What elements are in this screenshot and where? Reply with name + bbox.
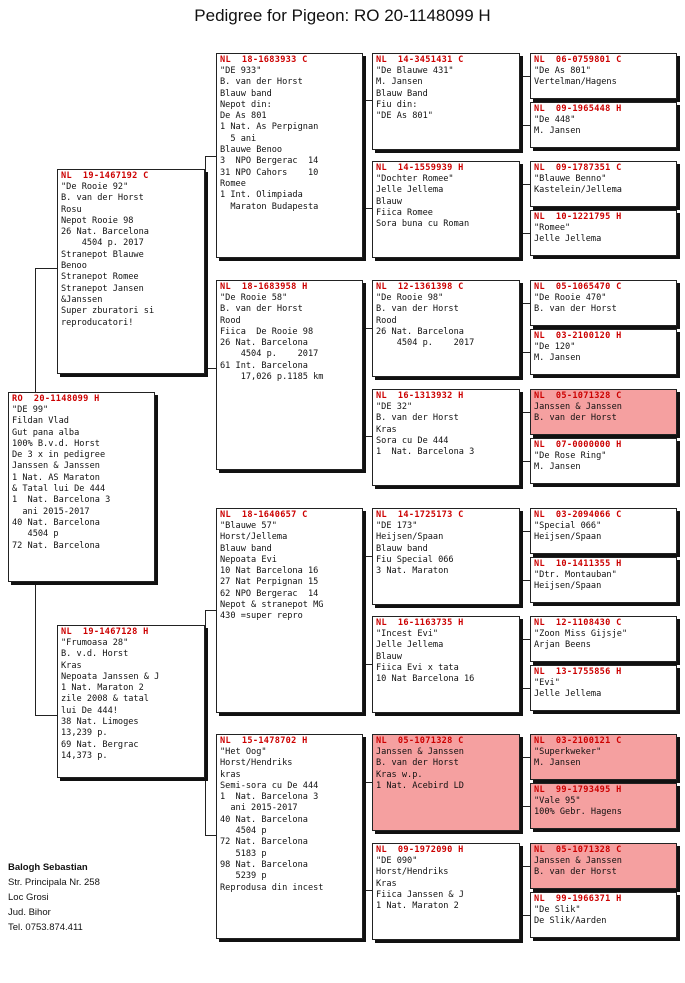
owner-name: Balogh Sebastian — [8, 862, 88, 873]
pigeon-card-sd — [216, 280, 363, 470]
connector-line — [520, 866, 521, 915]
connector-line — [363, 782, 364, 890]
connector-line — [35, 268, 36, 392]
pigeon-info-line: 40 Nat. Barcelona — [12, 517, 100, 528]
pigeon-info-line: 13,239 p. — [61, 728, 108, 739]
pigeon-info-line: Fiu Special 066 — [376, 554, 454, 565]
ring-number: NL 05-1071328 C — [534, 845, 622, 855]
pigeon-info-line: "De Rose Ring" — [534, 451, 607, 461]
pigeon-info-line: 26 Nat. Barcelona — [61, 227, 149, 238]
pigeon-info-line: 61 Int. Barcelona — [220, 360, 308, 371]
pigeon-info-line: 4504 p. 2017 — [61, 238, 144, 249]
pigeon-card-g16 — [530, 892, 677, 938]
pigeon-card-sss — [372, 53, 520, 150]
pigeon-info-line: Heijsen/Spaan — [376, 532, 444, 543]
connector-line — [520, 806, 530, 807]
pigeon-info-line: 1 Nat. Maraton 2 — [61, 683, 144, 694]
pigeon-info-line: "De Rooie 92" — [61, 182, 129, 192]
connector-line — [520, 757, 530, 758]
ring-number: NL 05-1071328 C — [534, 391, 622, 401]
pigeon-info-line: Jelle Jellema — [376, 185, 444, 196]
pigeon-info-line: reproducatori! — [61, 317, 134, 328]
pigeon-info-line: "Evi" — [534, 678, 560, 688]
owner-info — [8, 860, 100, 935]
pigeon-info-line: Sora cu De 444 — [376, 435, 449, 446]
pigeon-info-line: 4504 p. 2017 — [220, 349, 319, 360]
owner-address-line: Loc Grosi — [8, 892, 49, 903]
pigeon-info-line: 100% B.v.d. Horst — [12, 438, 100, 449]
pigeon-info-line: B. van der Horst — [376, 304, 459, 315]
pigeon-info-line: Rood — [376, 315, 397, 326]
ring-number: NL 03-2094066 C — [534, 510, 622, 520]
pigeon-info-line: 100% Gebr. Hagens — [534, 807, 622, 818]
pigeon-info-line: Nepot din: — [220, 99, 272, 110]
pigeon-info-line: "DE 933" — [220, 66, 262, 76]
ring-number: NL 18-1683933 C — [220, 55, 308, 65]
pigeon-info-line: Semi-sora cu De 444 — [220, 780, 319, 791]
pigeon-info-line: Jelle Jellema — [534, 689, 602, 700]
pigeon-card-g9 — [530, 508, 677, 554]
ring-number: NL 99-1966371 H — [534, 894, 622, 904]
pigeon-info-line: 31 NPO Cahors 10 — [220, 167, 319, 178]
ring-number: NL 99-1793495 H — [534, 785, 622, 795]
pigeon-card-ds — [216, 508, 363, 713]
pigeon-info-line: "DE As 801" — [376, 111, 433, 122]
ring-number: RO 20-1148099 H — [12, 394, 100, 404]
connector-line — [520, 915, 530, 916]
pigeon-card-dam — [57, 625, 205, 778]
pigeon-info-line: Blauw band — [376, 543, 428, 554]
connector-line — [520, 303, 521, 352]
pigeon-info-line: 17,026 p.1185 km — [220, 372, 324, 383]
pigeon-info-line: "Dochter Romee" — [376, 174, 454, 184]
pigeon-info-line: Benoo — [61, 261, 87, 272]
ring-number: NL 19-1467128 H — [61, 627, 149, 637]
ring-number: NL 05-1065470 C — [534, 282, 622, 292]
connector-line — [363, 436, 372, 437]
pigeon-info-line: 69 Nat. Bergrac — [61, 739, 139, 750]
pigeon-info-line: "DE 173" — [376, 521, 418, 531]
pigeon-card-g12 — [530, 665, 677, 711]
connector-line — [520, 866, 530, 867]
pigeon-info-line: 5 ani — [220, 133, 257, 144]
pigeon-info-line: 72 Nat. Barcelona — [220, 837, 308, 848]
pigeon-info-line: B. van der Horst — [534, 413, 617, 424]
pigeon-info-line: 27 Nat Perpignan 15 — [220, 577, 319, 588]
pigeon-info-line: Kastelein/Jellema — [534, 185, 622, 196]
pigeon-info-line: 26 Nat. Barcelona — [220, 338, 308, 349]
connector-line — [363, 328, 372, 329]
pigeon-info-line: 10 Nat Barcelona 16 — [376, 674, 475, 685]
connector-line — [520, 303, 530, 304]
pigeon-info-line: 1 Nat. AS Maraton — [12, 472, 100, 483]
pigeon-info-line: 1 Nat. As Perpignan — [220, 122, 319, 133]
pigeon-card-g6 — [530, 329, 677, 375]
pigeon-info-line: Nepot Rooie 98 — [61, 215, 134, 226]
pigeon-info-line: Rood — [220, 315, 241, 326]
pigeon-info-line: Blauwe Benoo — [220, 145, 283, 156]
pigeon-card-dds — [372, 734, 520, 831]
ring-number: NL 03-2100121 C — [534, 736, 622, 746]
ring-number: NL 13-1755856 H — [534, 667, 622, 677]
owner-phone: Tel. 0753.874.411 — [8, 922, 83, 933]
ring-number: NL 03-2100120 H — [534, 331, 622, 341]
pigeon-info-line: 1 Nat. Barcelona 3 — [220, 792, 319, 803]
pigeon-info-line: Horst/Jellema — [220, 532, 288, 543]
pigeon-info-line: 5183 p — [220, 848, 267, 859]
pigeon-card-g11 — [530, 616, 677, 662]
pigeon-card-g1 — [530, 53, 677, 99]
connector-line — [520, 125, 530, 126]
pigeon-card-dd — [216, 734, 363, 939]
pigeon-info-line: 430 =super repro — [220, 611, 303, 622]
connector-line — [35, 715, 57, 716]
pigeon-info-line: Nepoata Evi — [220, 554, 277, 565]
ring-number: NL 12-1108430 C — [534, 618, 622, 628]
pigeon-card-dss — [372, 508, 520, 605]
pigeon-info-line: &Janssen — [61, 294, 103, 305]
pigeon-info-line: B. van der Horst — [220, 304, 303, 315]
connector-line — [520, 184, 521, 233]
pigeon-info-line: "Frumoasa 28" — [61, 638, 129, 648]
pigeon-info-line: Nepot & stranepot MG — [220, 600, 324, 611]
pigeon-info-line: Kras w.p. — [376, 769, 423, 780]
pigeon-info-line: Kras — [376, 424, 397, 435]
connector-line — [520, 580, 530, 581]
connector-line — [363, 208, 372, 209]
pigeon-info-line: "Vale 95" — [534, 796, 581, 806]
connector-line — [205, 156, 216, 157]
connector-line — [520, 76, 530, 77]
pigeon-info-line: Heijsen/Spaan — [534, 532, 602, 543]
pigeon-info-line: kras — [220, 769, 241, 780]
ring-number: NL 07-0000000 H — [534, 440, 622, 450]
pigeon-info-line: "De Rooie 470" — [534, 293, 607, 303]
pigeon-info-line: B. van der Horst — [376, 758, 459, 769]
ring-number: NL 10-1221795 H — [534, 212, 622, 222]
pigeon-info-line: Blauw — [376, 196, 402, 207]
pigeon-info-line: Reprodusa din incest — [220, 882, 324, 893]
pigeon-info-line: "De As 801" — [534, 66, 591, 76]
pigeon-info-line: 26 Nat. Barcelona — [376, 326, 464, 337]
ring-number: NL 09-1787351 C — [534, 163, 622, 173]
pigeon-info-line: "Blauwe Benno" — [534, 174, 607, 184]
pigeon-info-line: "Incest Evi" — [376, 629, 439, 639]
pigeon-info-line: M. Jansen — [534, 462, 581, 473]
pigeon-info-line: 10 Nat Barcelona 16 — [220, 566, 319, 577]
pigeon-card-subject — [8, 392, 155, 582]
pigeon-info-line: Janssen & Janssen — [534, 856, 622, 866]
pigeon-info-line: ani 2015-2017 — [220, 803, 298, 814]
pigeon-info-line: Blauw band — [220, 88, 272, 99]
connector-line — [520, 688, 530, 689]
pigeon-info-line: M. Jansen — [534, 353, 581, 364]
pigeon-card-g10 — [530, 557, 677, 603]
pigeon-info-line: B. van der Horst — [220, 77, 303, 88]
pigeon-card-ssd — [372, 161, 520, 258]
ring-number: NL 15-1478702 H — [220, 736, 308, 746]
ring-number: NL 16-1163735 H — [376, 618, 464, 628]
connector-line — [520, 352, 530, 353]
connector-line — [363, 890, 372, 891]
pigeon-info-line: zile 2008 & tatal — [61, 694, 149, 705]
pigeon-info-line: "DE 090" — [376, 856, 418, 866]
ring-number: NL 09-1965448 H — [534, 104, 622, 114]
pigeon-info-line: "DE 32" — [376, 402, 413, 412]
pigeon-info-line: Super zburatori si — [61, 306, 155, 317]
pigeon-info-line: Blauw band — [220, 543, 272, 554]
pigeon-info-line: Janssen & Janssen — [12, 461, 100, 472]
pigeon-info-line: Nepoata Janssen & J — [61, 671, 160, 682]
pigeon-info-line: De As 801 — [220, 111, 267, 122]
pigeon-info-line: B. van der Horst — [376, 413, 459, 424]
pigeon-info-line: 72 Nat. Barcelona — [12, 540, 100, 551]
connector-line — [520, 531, 530, 532]
pigeon-info-line: "De 448" — [534, 115, 576, 125]
pigeon-info-line: Horst/Hendriks — [376, 867, 449, 878]
pigeon-info-line: 1 Nat. Barcelona 3 — [12, 495, 111, 506]
pigeon-card-g13 — [530, 734, 677, 780]
connector-line — [520, 412, 521, 461]
pigeon-info-line: De Slik/Aarden — [534, 916, 607, 927]
pigeon-info-line: Blauw Band — [376, 88, 428, 99]
owner-address-line: Jud. Bihor — [8, 907, 51, 918]
ring-number: NL 12-1361398 C — [376, 282, 464, 292]
pigeon-info-line: 38 Nat. Limoges — [61, 717, 139, 728]
connector-line — [363, 782, 372, 783]
pigeon-info-line: Fiica Janssen & J — [376, 889, 464, 900]
pigeon-info-line: B. v.d. Horst — [61, 649, 129, 660]
pigeon-info-line: Kras — [376, 878, 397, 889]
connector-line — [520, 233, 530, 234]
pigeon-info-line: ani 2015-2017 — [12, 506, 90, 517]
pigeon-card-ddd — [372, 843, 520, 940]
pigeon-info-line: 14,373 p. — [61, 750, 108, 761]
pigeon-info-line: B. van der Horst — [61, 193, 144, 204]
pigeon-info-line: 40 Nat. Barcelona — [220, 814, 308, 825]
pigeon-info-line: Fildan Vlad — [12, 416, 69, 427]
pigeon-info-line: 98 Nat. Barcelona — [220, 859, 308, 870]
pigeon-info-line: Janssen & Janssen — [376, 747, 464, 757]
ring-number: NL 14-3451431 C — [376, 55, 464, 65]
pigeon-card-g7 — [530, 389, 677, 435]
connector-line — [205, 156, 206, 368]
connector-line — [363, 556, 372, 557]
pigeon-info-line: 4504 p — [12, 529, 59, 540]
pigeon-info-line: Rosu — [61, 204, 82, 215]
pigeon-info-line: M. Jansen — [534, 126, 581, 137]
ring-number: NL 14-1725173 C — [376, 510, 464, 520]
pigeon-info-line: & Tatal lui De 444 — [12, 484, 106, 495]
connector-line — [205, 610, 216, 611]
pigeon-info-line: "Dtr. Montauban" — [534, 570, 617, 580]
pigeon-info-line: M. Jansen — [534, 758, 581, 769]
pigeon-info-line: Jelle Jellema — [376, 640, 444, 651]
pigeon-info-line: 1 Nat. Maraton 2 — [376, 901, 459, 912]
ring-number: NL 16-1313932 H — [376, 391, 464, 401]
pigeon-info-line: 4504 p. 2017 — [376, 338, 475, 349]
pigeon-card-g2 — [530, 102, 677, 148]
pigeon-info-line: De 3 x in pedigree — [12, 450, 106, 461]
pigeon-info-line: "DE 99" — [12, 405, 49, 415]
pigeon-info-line: Fiu din: — [376, 99, 418, 110]
ring-number: NL 18-1640657 C — [220, 510, 308, 520]
pigeon-info-line: Arjan Beens — [534, 640, 591, 651]
connector-line — [35, 268, 57, 269]
pigeon-info-line: "Het Oog" — [220, 747, 267, 757]
pigeon-card-g5 — [530, 280, 677, 326]
pigeon-info-line: Heijsen/Spaan — [534, 581, 602, 592]
pigeon-info-line: Stranepot Jansen — [61, 283, 144, 294]
connector-line — [520, 531, 521, 580]
pigeon-info-line: Fiica De Rooie 98 — [220, 326, 314, 337]
connector-line — [205, 368, 216, 369]
pigeon-card-g3 — [530, 161, 677, 207]
connector-line — [363, 664, 372, 665]
pigeon-info-line: Romee — [220, 178, 246, 189]
pigeon-info-line: 1 Nat. Acebird LD — [376, 780, 464, 791]
pigeon-info-line: Kras — [61, 660, 82, 671]
pigeon-card-g8 — [530, 438, 677, 484]
pigeon-info-line: Janssen & Janssen — [534, 402, 622, 412]
pigeon-info-line: Fiica Evi x tata — [376, 662, 459, 673]
pigeon-info-line: "Blauwe 57" — [220, 521, 277, 531]
pigeon-info-line: Blauw — [376, 651, 402, 662]
ring-number: NL 10-1411355 H — [534, 559, 622, 569]
owner-address-line: Str. Principala Nr. 258 — [8, 877, 100, 888]
pigeon-info-line: B. van der Horst — [534, 867, 617, 878]
connector-line — [520, 184, 530, 185]
connector-line — [520, 76, 521, 125]
pigeon-info-line: Maraton Budapesta — [220, 201, 319, 212]
pigeon-info-line: "Special 066" — [534, 521, 602, 531]
ring-number: NL 18-1683958 H — [220, 282, 308, 292]
pigeon-card-sdd — [372, 389, 520, 486]
ring-number: NL 19-1467192 C — [61, 171, 149, 181]
pigeon-info-line: "De Rooie 58" — [220, 293, 288, 303]
pigeon-info-line: 4504 p — [220, 826, 267, 837]
connector-line — [363, 100, 364, 208]
connector-line — [363, 556, 364, 664]
page-title: Pedigree for Pigeon: RO 20-1148099 H — [194, 6, 491, 25]
pigeon-info-line: "De Blauwe 431" — [376, 66, 454, 76]
pigeon-info-line: Stranepot Blauwe — [61, 249, 144, 260]
pigeon-info-line: "De Rooie 98" — [376, 293, 444, 303]
pigeon-info-line: M. Jansen — [376, 77, 423, 88]
pigeon-info-line: 1 Nat. Barcelona 3 — [376, 447, 475, 458]
connector-line — [520, 639, 521, 688]
pigeon-info-line: Jelle Jellema — [534, 234, 602, 245]
pigeon-info-line: Sora buna cu Roman — [376, 219, 470, 230]
ring-number: NL 05-1071328 C — [376, 736, 464, 746]
pigeon-card-g15 — [530, 843, 677, 889]
pigeon-info-line: Stranepot Romee — [61, 272, 139, 283]
ring-number: NL 14-1559939 H — [376, 163, 464, 173]
connector-line — [205, 835, 216, 836]
connector-line — [520, 461, 530, 462]
pigeon-info-line: "Zoon Miss Gijsje" — [534, 629, 628, 639]
connector-line — [520, 757, 521, 806]
connector-line — [35, 582, 36, 715]
pigeon-info-line: "Romee" — [534, 223, 571, 233]
pigeon-card-g14 — [530, 783, 677, 829]
pigeon-info-line: Gut pana alba — [12, 427, 80, 438]
connector-line — [205, 610, 206, 835]
pigeon-info-line: 3 NPO Bergerac 14 — [220, 156, 319, 167]
pigeon-info-line: B. van der Horst — [534, 304, 617, 315]
connector-line — [520, 639, 530, 640]
pigeon-info-line: Vertelman/Hagens — [534, 77, 617, 88]
ring-number: NL 09-1972090 H — [376, 845, 464, 855]
pigeon-info-line: 5239 p — [220, 871, 267, 882]
pigeon-info-line: "De Slik" — [534, 905, 581, 915]
connector-line — [363, 100, 372, 101]
connector-line — [520, 412, 530, 413]
pigeon-info-line: 3 Nat. Maraton — [376, 566, 449, 577]
pigeon-card-dsd — [372, 616, 520, 713]
pigeon-info-line: lui De 444! — [61, 705, 118, 716]
pigeon-card-g4 — [530, 210, 677, 256]
pigeon-info-line: 1 Int. Olimpiada — [220, 190, 303, 201]
ring-number: NL 06-0759801 C — [534, 55, 622, 65]
pigeon-card-sds — [372, 280, 520, 377]
pigeon-info-line: "De 120" — [534, 342, 576, 352]
pigeon-info-line: Fiica Romee — [376, 207, 433, 218]
pigeon-info-line: 62 NPO Bergerac 14 — [220, 588, 319, 599]
pigeon-info-line: "Superkweker" — [534, 747, 602, 757]
pigeon-info-line: Horst/Hendriks — [220, 758, 293, 769]
pigeon-card-sire — [57, 169, 205, 374]
pigeon-card-ss — [216, 53, 363, 258]
connector-line — [363, 328, 364, 436]
